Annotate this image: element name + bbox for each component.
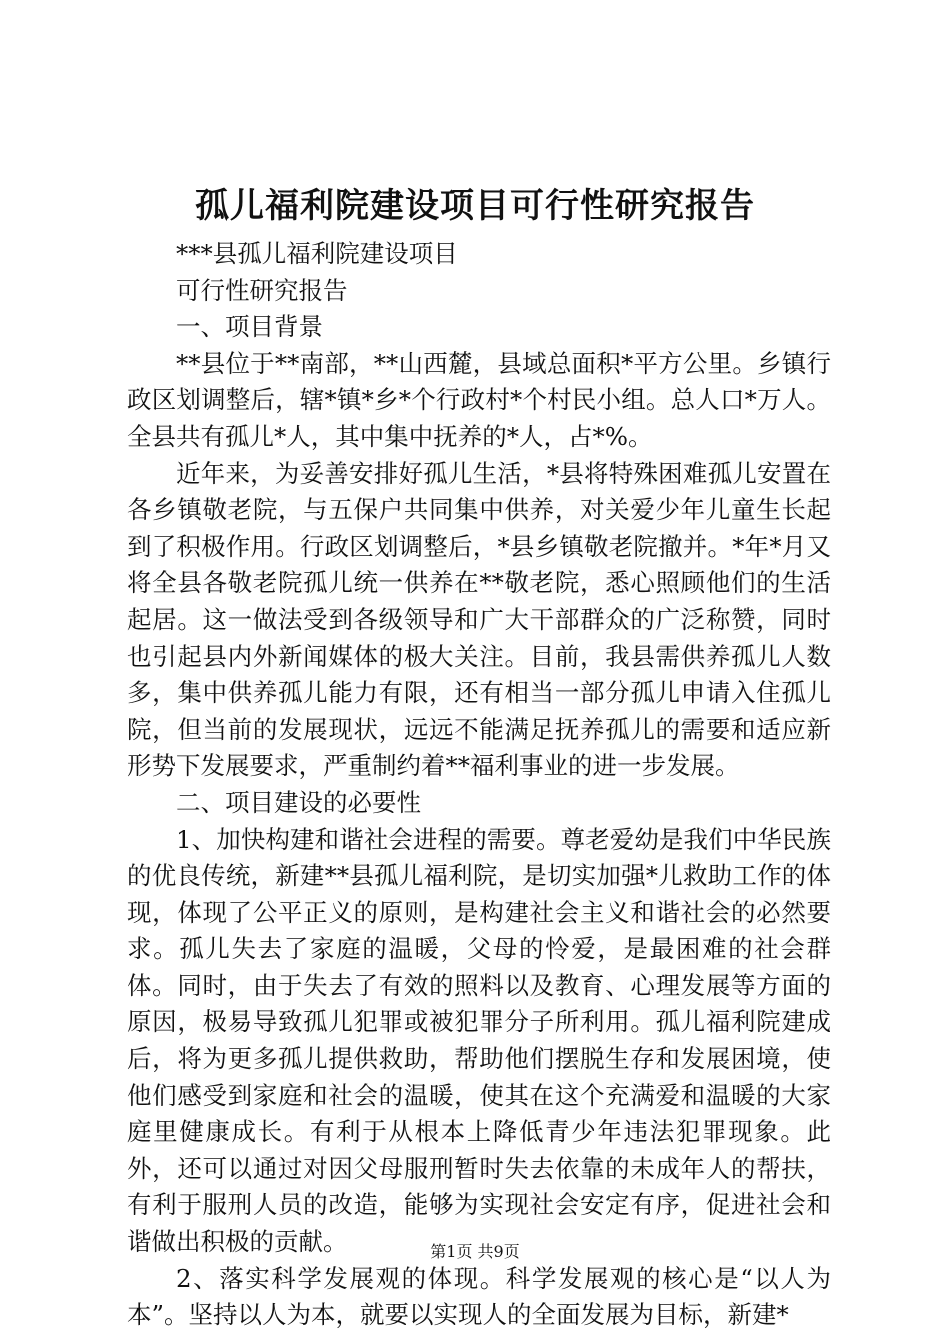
project-name-line: ***县孤儿福利院建设项目 [176,239,458,268]
page-number-footer: 第1页 共9页 [430,1242,520,1261]
paragraph-scientific-development: 2、落实科学发展观的体现。科学发展观的核心是“以人为本”。坚持以人为本，就要以实现人的全面发展为目标，新建* [127,1263,831,1330]
report-type-line: 可行性研究报告 [176,275,348,305]
paragraph-harmonious-society: 1、加快构建和谐社会进程的需要。尊老爱幼是我们中华民族的优良传统，新建**县孤儿福利院，是切实加强*儿救助工作的体现，体现了公平正义的原则，是构建社会主义和谐社会的必然要求。孤儿失去了家庭的温暖，父母的怜爱，是最困难的社会群体。同时，由于失去了有效的照料以及教育、心理发展等方面的原因，极易导致孤儿犯罪或被犯罪分子所利用。孤儿福利院建成后，将为更多孤儿提供救助，帮助他们摆脱生存和发展困境，使他们感受到家庭和社会的温暖，使其在这个充满爱和温暖的大家庭里健康成长。有利于从根本上降低青少年违法犯罪现象。此外，还可以通过对因父母服刑暂时失去依靠的未成年人的帮扶，有利于服刑人员的改造，能够为实现社会安定有序，促进社会和谐做出积极的贡献。 [127,824,831,1257]
document-title: 孤儿福利院建设项目可行性研究报告 [195,186,755,226]
paragraph-recent-years: 近年来，为妥善安排好孤儿生活，*县将特殊困难孤儿安置在各乡镇敬老院，与五保户共同集中供养，对关爱少年儿童生长起到了积极作用。行政区划调整后，*县乡镇敬老院撤并。*年*月又将全县各敬老院孤儿统一供养在**敬老院，悉心照顾他们的生活起居。这一做法受到各级领导和广大干部群众的广泛称赞，同时也引起县内外新闻媒体的极大关注。目前，我县需供养孤儿人数多，集中供养孤儿能力有限，还有相当一部分孤儿申请入住孤儿院，但当前的发展现状，远远不能满足抚养孤儿的需要和适应新形势下发展要求，严重制约着**福利事业的进一步发展。 [127,458,831,781]
document-body [127,236,831,1334]
section-heading-background: 一、项目背景 [176,312,323,342]
section-heading-necessity: 二、项目建设的必要性 [176,787,421,817]
paragraph-county-overview: **县位于**南部，**山西麓，县域总面积*平方公里。乡镇行政区划调整后，辖*镇*乡*个行政村*个村民小组。总人口*万人。全县共有孤儿*人，其中集中抚养的*人，占*%。 [127,348,831,451]
